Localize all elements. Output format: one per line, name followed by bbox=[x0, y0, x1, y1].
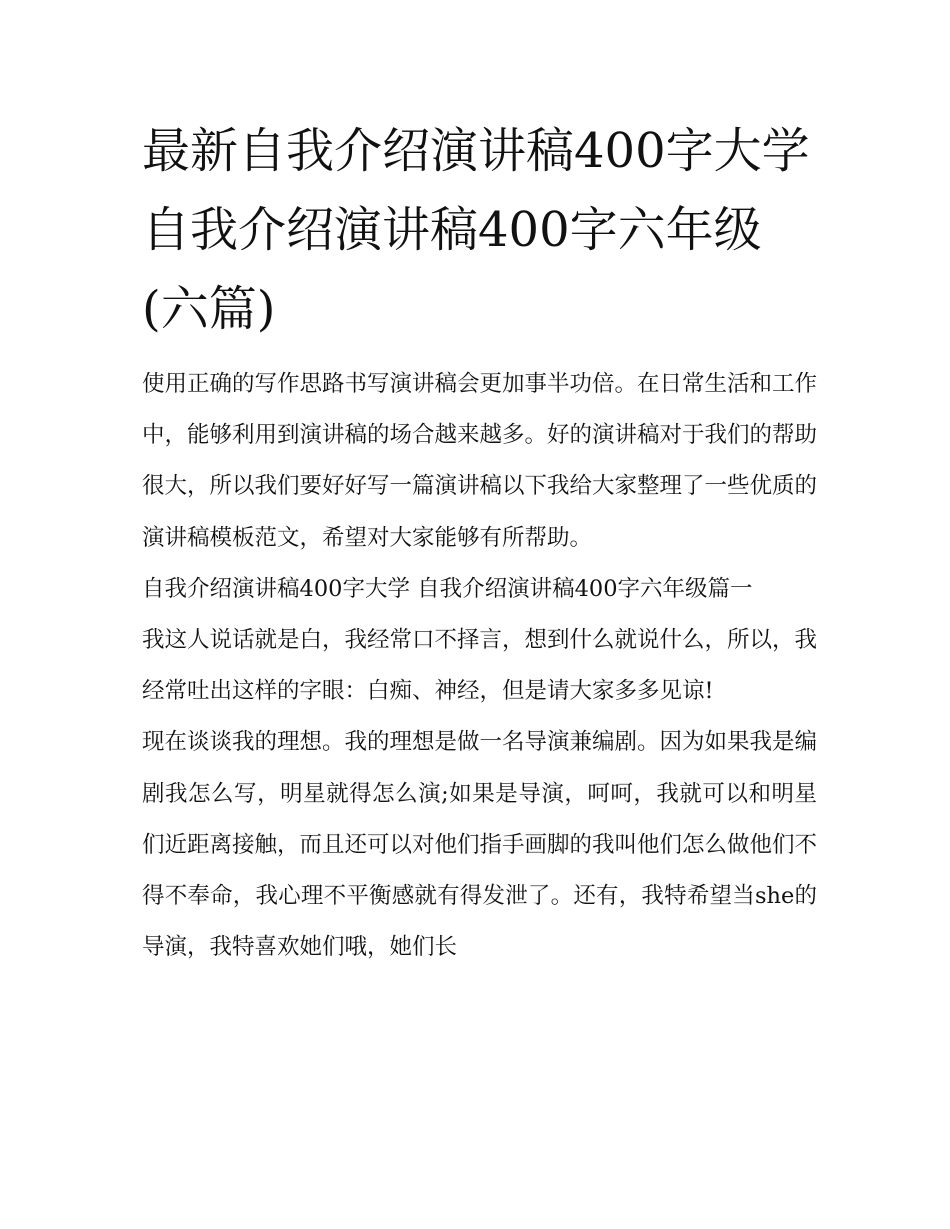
intro-paragraph: 使用正确的写作思路书写演讲稿会更加事半功倍。在日常生活和工作中，能够利用到演讲稿的场合越来越多。好的演讲稿对于我们的帮助很大，所以我们要好好写一篇演讲稿以下我给大家整理了一些优质的演讲稿模板范文，希望对大家能够有所帮助。 bbox=[142, 371, 818, 551]
body-paragraph: 现在谈谈我的理想。我的理想是做一名导演兼编剧。因为如果我是编剧我怎么写，明星就得怎么演;如果是导演，呵呵，我就可以和明星们近距离接触，而且还可以对他们指手画脚的我叫他们怎么做他们不得不奉命，我心理不平衡感就有得发泄了。还有，我特希望当she的导演，我特喜欢她们哦，她们长 bbox=[142, 729, 818, 961]
body-paragraph: 我这人说话就是白，我经常口不择言，想到什么就说什么，所以，我经常吐出这样的字眼：白痴、神经，但是请大家多多见谅! bbox=[142, 627, 818, 705]
section-heading: 自我介绍演讲稿400字大学 自我介绍演讲稿400字六年级篇一 bbox=[142, 575, 753, 602]
document-page bbox=[142, 112, 817, 973]
document-title: 最新自我介绍演讲稿400字大学 自我介绍演讲稿400字六年级(六篇) bbox=[142, 123, 810, 337]
